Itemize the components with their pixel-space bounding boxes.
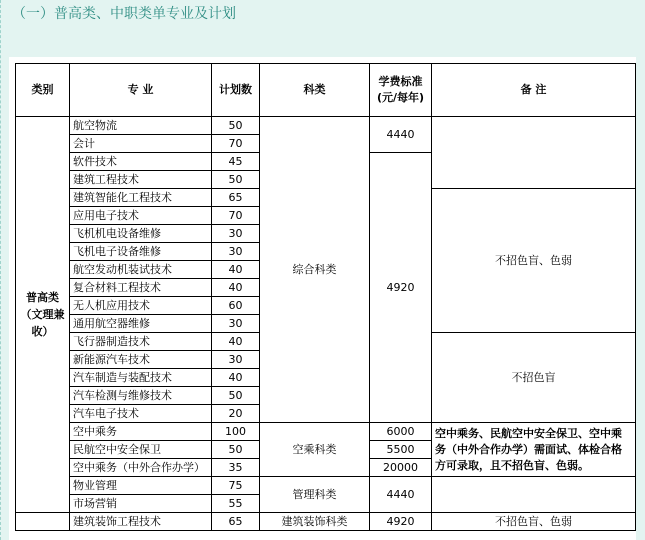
plan-cell: 45: [212, 153, 260, 171]
major-cell: 复合材料工程技术: [70, 279, 212, 297]
table-header-row: [16, 64, 636, 117]
plan-cell: 55: [212, 495, 260, 513]
major-cell: 建筑智能化工程技术: [70, 189, 212, 207]
subject-cell-decoration: 建筑装饰科类: [260, 513, 370, 531]
table-row: [16, 477, 636, 495]
category-cell-empty: [16, 513, 70, 531]
fee-cell-decoration: 4920: [370, 513, 432, 531]
major-cell: 建筑工程技术: [70, 171, 212, 189]
plan-cell: 40: [212, 279, 260, 297]
plan-cell: 40: [212, 369, 260, 387]
subject-cell-comprehensive: 综合科类: [260, 117, 370, 423]
plan-cell: 30: [212, 243, 260, 261]
remark-cell-color-blind-weak: 不招色盲、色弱: [432, 189, 636, 333]
major-cell: 汽车检测与维修技术: [70, 387, 212, 405]
plan-cell: 70: [212, 135, 260, 153]
fee-cell-first: 4440: [370, 117, 432, 153]
header-remark: 备 注: [432, 64, 636, 117]
major-cell: 通用航空器维修: [70, 315, 212, 333]
major-cell: 飞机电子设备维修: [70, 243, 212, 261]
plan-cell: 20: [212, 405, 260, 423]
table-row: [16, 513, 636, 531]
header-plan: 计划数: [212, 64, 260, 117]
plan-cell: 60: [212, 297, 260, 315]
major-cell: 汽车制造与装配技术: [70, 369, 212, 387]
fee-cell-management: 4440: [370, 477, 432, 513]
fee-cell-cabin-1: 6000: [370, 423, 432, 441]
remark-cell-empty: [432, 477, 636, 513]
major-cell: 航空发动机装试技术: [70, 261, 212, 279]
major-cell: 软件技术: [70, 153, 212, 171]
header-category: 类别: [16, 64, 70, 117]
major-cell: 飞机机电设备维修: [70, 225, 212, 243]
remark-cell-cabin: 空中乘务、民航空中安全保卫、空中乘务（中外合作办学）需面试、体检合格方可录取，且不招色盲、色弱。: [432, 423, 636, 477]
major-cell: 无人机应用技术: [70, 297, 212, 315]
plan-cell: 50: [212, 441, 260, 459]
header-subject: 科类: [260, 64, 370, 117]
plan-cell: 35: [212, 459, 260, 477]
major-cell: 空中乘务: [70, 423, 212, 441]
plan-cell: 30: [212, 315, 260, 333]
major-cell: 空中乘务（中外合作办学）: [70, 459, 212, 477]
plan-cell: 70: [212, 207, 260, 225]
subject-cell-cabin: 空乘科类: [260, 423, 370, 477]
plan-cell: 65: [212, 513, 260, 531]
remark-cell-decoration: 不招色盲、色弱: [432, 513, 636, 531]
major-cell: 会计: [70, 135, 212, 153]
major-cell: 市场营销: [70, 495, 212, 513]
table-row: [16, 423, 636, 441]
page-edge-line: [0, 0, 3, 540]
fee-cell-general: 4920: [370, 153, 432, 423]
plan-cell: 30: [212, 351, 260, 369]
fee-cell-cabin-3: 20000: [370, 459, 432, 477]
major-cell: 航空物流: [70, 117, 212, 135]
plan-cell: 65: [212, 189, 260, 207]
major-cell: 飞行器制造技术: [70, 333, 212, 351]
plan-cell: 100: [212, 423, 260, 441]
plan-cell: 50: [212, 387, 260, 405]
header-fee: 学费标准(元/每年): [370, 64, 432, 117]
plan-cell: 40: [212, 333, 260, 351]
major-cell: 物业管理: [70, 477, 212, 495]
major-cell: 应用电子技术: [70, 207, 212, 225]
header-major: 专 业: [70, 64, 212, 117]
category-cell: 普高类（文理兼收）: [16, 117, 70, 513]
major-cell: 民航空中安全保卫: [70, 441, 212, 459]
plan-cell: 50: [212, 117, 260, 135]
section-title: （一）普高类、中职类单专业及计划: [12, 6, 236, 22]
fee-cell-cabin-2: 5500: [370, 441, 432, 459]
remark-cell-empty: [432, 117, 636, 189]
remark-cell-color-blind: 不招色盲: [432, 333, 636, 423]
plan-cell: 30: [212, 225, 260, 243]
plan-sheet: [9, 57, 636, 540]
plan-cell: 50: [212, 171, 260, 189]
subject-cell-management: 管理科类: [260, 477, 370, 513]
table-row: [16, 117, 636, 135]
major-cell: 新能源汽车技术: [70, 351, 212, 369]
major-cell: 建筑装饰工程技术: [70, 513, 212, 531]
enrollment-plan-table: [15, 63, 636, 531]
plan-cell: 40: [212, 261, 260, 279]
plan-cell: 75: [212, 477, 260, 495]
major-cell: 汽车电子技术: [70, 405, 212, 423]
